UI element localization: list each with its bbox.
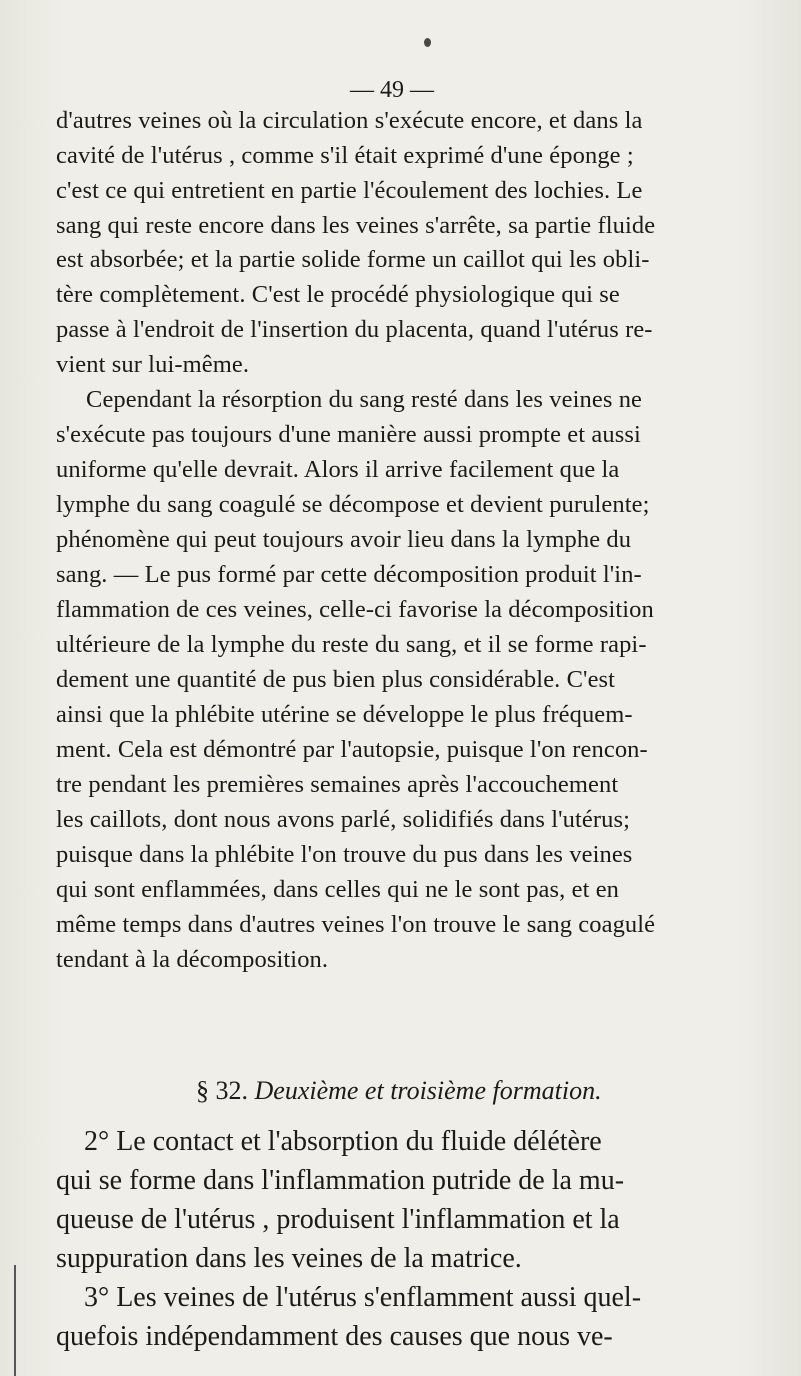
text-line: queuse de l'utérus , produisent l'inflammation et la [56, 1204, 620, 1235]
text-line: Cependant la résorption du sang resté dans les veines ne [86, 386, 643, 413]
text-line: lymphe du sang coagulé se décompose et devient purulente; [56, 491, 650, 518]
text-line: sang qui reste encore dans les veines s'arrête, sa partie fluide [56, 212, 656, 239]
text-line: ment. Cela est démontré par l'autopsie, puisque l'on rencon- [56, 736, 648, 763]
text-line: tère complètement. C'est le procédé physiologique qui se [56, 281, 620, 308]
text-line: uniforme qu'elle devrait. Alors il arrive facilement que la [56, 456, 620, 483]
section-title: Deuxième et troisième formation. [254, 1076, 602, 1105]
text-line: qui se forme dans l'inflammation putride de la mu- [56, 1165, 625, 1196]
text-line: même temps dans d'autres veines l'on trouve le sang coagulé [56, 911, 656, 938]
text-line: s'exécute pas toujours d'une manière aussi prompte et aussi [56, 421, 641, 448]
text-line: phénomène qui peut toujours avoir lieu dans la lymphe du [56, 526, 632, 553]
text-line: flammation de ces veines, celle-ci favorise la décomposition [56, 596, 654, 623]
text-line: cavité de l'utérus , comme s'il était exprimé d'une éponge ; [56, 142, 634, 169]
text-line: 2° Le contact et l'absorption du fluide délétère [84, 1126, 602, 1157]
text-line: sang. — Le pus formé par cette décomposition produit l'in- [56, 561, 642, 588]
text-line: tendant à la décomposition. [56, 946, 329, 973]
page-number: — 49 — [350, 77, 434, 103]
text-line: suppuration dans les veines de la matrice. [56, 1243, 522, 1274]
text-line: puisque dans la phlébite l'on trouve du pus dans les veines [56, 841, 633, 868]
text-line: vient sur lui-même. [56, 351, 250, 378]
text-line: est absorbée; et la partie solide forme un caillot qui les obli- [56, 246, 650, 273]
text-line: quefois indépendamment des causes que nous ve- [56, 1321, 613, 1352]
text-line: ultérieure de la lymphe du reste du sang, et il se forme rapi- [56, 631, 647, 658]
text-line: d'autres veines où la circulation s'exécute encore, et dans la [56, 107, 643, 134]
page-edge-mark [14, 1265, 16, 1376]
text-line: qui sont enflammées, dans celles qui ne le sont pas, et en [56, 876, 620, 903]
text-line: ainsi que la phlébite utérine se développe le plus fréquem- [56, 701, 633, 728]
ink-spot [424, 38, 431, 47]
section-heading [196, 1078, 602, 1104]
section-number: § 32. [196, 1076, 248, 1105]
text-line: dement une quantité de pus bien plus considérable. C'est [56, 666, 616, 693]
text-line: tre pendant les premières semaines après l'accouchement [56, 771, 619, 798]
text-line: 3° Les veines de l'utérus s'enflamment aussi quel- [84, 1282, 642, 1313]
text-line: c'est ce qui entretient en partie l'écoulement des lochies. Le [56, 177, 643, 204]
text-line: passe à l'endroit de l'insertion du placenta, quand l'utérus re- [56, 316, 653, 343]
text-line: les caillots, dont nous avons parlé, solidifiés dans l'utérus; [56, 806, 631, 833]
